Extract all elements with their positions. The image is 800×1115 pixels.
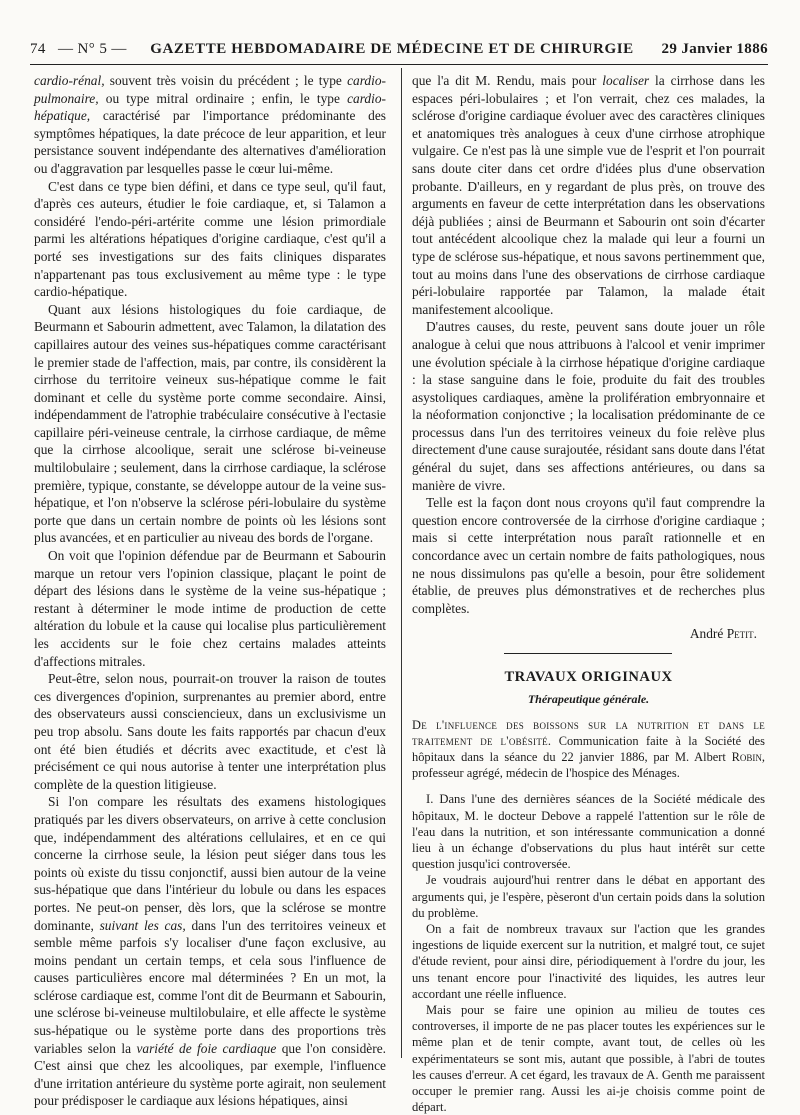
paragraph xyxy=(412,72,765,318)
paragraph: Telle est la façon dont nous croyons qu'il faut comprendre la question encore controversée de la cirrhose d'origine cardiaque ; mais si cette interprétation nous paraît rationnelle et en concordance avec un certain nombre de faits pathologiques, nous ne nous dissimulons pas qu'elle a besoin, pour être solidement établie, de preuves plus démonstratives et de recherches plus complètes. xyxy=(412,495,765,616)
signature-first-name: André xyxy=(689,626,724,642)
section-separator xyxy=(412,643,765,663)
issue-number: — N° 5 — xyxy=(58,40,127,57)
journal-title: GAZETTE HEBDOMADAIRE DE MÉDECINE ET DE CHIRURGIE xyxy=(150,40,634,57)
article-heading xyxy=(412,718,765,781)
emphasis: suivant les cas, xyxy=(99,917,186,933)
right-column xyxy=(412,72,765,1115)
paragraph: Mais pour se faire une opinion au milieu de toutes ces controverses, il importe de ne pas placer toutes les expériences sur le même plan et de tenir compte, avant tout, de celles où les expérimentateurs se sont mis, autant que possible, à l'abri de toutes les causes d'erreur. A cet égard, les travaux de A. Genth me paraissent occuper le premier rang. Aussi les ai-je choisis comme point de départ. xyxy=(412,1003,765,1115)
page-number: 74 xyxy=(30,40,46,57)
header-rule xyxy=(30,64,768,65)
paragraph: On a fait de nombreux travaux sur l'action que les grandes ingestions de liquide exercent sur la nutrition, et malgré tout, ce sujet d'étude revient, pour ainsi dire, périodiquement à l'ordre du jour, les uns tenant encore pour l'inactivité des liquides, les autres leur accordant une réelle influence. xyxy=(412,922,765,1001)
article-title: De l'influence des boissons sur la nutrition et dans le traitement de l'obésité. xyxy=(412,718,765,748)
text-run: que l'a dit M. Rendu, mais pour xyxy=(412,73,603,88)
section-title: TRAVAUX ORIGINAUX xyxy=(504,669,673,685)
paragraph: Peut-être, selon nous, pourrait-on trouver la raison de toutes ces divergences d'opinion, surprenantes au premier abord, entre des observateurs aussi consciencieux, dans un exclusivisme un peu trop absolu. Sans doute les faits rapportés par chacun d'eux ont été bien étudiés et décrits avec exactitude, et c'est là précisément ce qui nous autorise à tenter une interprétation plus complète de la question litigieuse. xyxy=(34,671,386,792)
text-run: souvent très voisin du précédent ; le type xyxy=(104,73,348,88)
paragraph: C'est dans ce type bien défini, et dans ce type seul, qu'il faut, d'après ces auteurs, étudier le foie cardiaque, et, si Talamon a considéré l'endo-péri-artérite comme une lésion primordiale parmi les altérations hépatiques d'origine cardiaque, c'est qu'il a porté ses investigations sur des faits cliniques disparates n'appartenant pas tous exclusivement au même type : le type cardio-hépatique. xyxy=(34,178,386,300)
article-author: Robin xyxy=(731,749,762,764)
text-run: que l'on considère. C'est ainsi que chez les alcooliques, par exemple, l'influence d'une irritation antérieure du système porte agirait, non seulement pour prédisposer le cardiaque aux lésions hépatiques, ainsi xyxy=(34,1040,386,1109)
author-signature xyxy=(412,625,757,643)
paragraph: I. Dans l'une des dernières séances de la Société médicale des hôpitaux, M. le docteur Debove a rappelé l'attention sur le rôle de l'eau dans la nutrition, et son intéressante communication a donné lieu à un échange d'observations du plus haut intérêt sur cette question jusqu'ici controversée. xyxy=(412,792,765,872)
section-rule xyxy=(504,653,672,654)
emphasis: variété de foie cardiaque xyxy=(136,1040,277,1056)
text-run: caractérisé par l'importance prédominante des symptômes hépatiques, la date précoce de leur apparition, et leur persistance souvent indépendante des alternatives d'amélioration ou d'aggravation par lesquelles passe le cœur lui-même. xyxy=(34,108,386,176)
term-cardio-hepatique: cardio-hépatique, xyxy=(34,90,386,124)
paragraph xyxy=(34,793,386,1110)
column-divider xyxy=(401,68,402,1058)
paragraph: Je voudrais aujourd'hui rentrer dans le débat en apportant des arguments qui, je l'espère, pèseront d'un certain poids dans la solution du problème. xyxy=(412,873,765,920)
term-cardio-pulmonaire: cardio-pulmonaire, xyxy=(34,73,386,106)
paragraph xyxy=(34,72,386,178)
paragraph: On voit que l'opinion défendue par de Beurmann et Sabourin marque un retour vers l'opinion classique, plaçant le point de départ des lésions dans le système de la veine sus-hépatique ; restant à déterminer le mode intime de production de cette altération du lobule et la cause qui localise plus particulièrement les accidents sur le foie chez certains malades atteints d'affections mitrales. xyxy=(34,548,386,669)
text-run: ou type mitral ordinaire ; enfin, le type xyxy=(98,90,348,106)
issue-date: 29 Janvier 1886 xyxy=(661,40,768,57)
term-cardio-renal: cardio-rénal, xyxy=(34,73,105,88)
page-header xyxy=(30,38,768,60)
paragraph: D'autres causes, du reste, peuvent sans doute jouer un rôle analogue à celui que nous attribuons à l'alcool et venir imprimer une évolution spéciale à la cirrhose hépatique d'origine cardiaque : la stase sanguine dans le foie, produite du fait des troubles asystoliques cardiaques, amène la prolifération embryonnaire et la néoformation conjonctive ; la localisation prédominante de ce processus dans l'un des territoires veineux du foie relève plus directement d'une cause surajoutée, résidant sans doute dans l'état général du sujet, dans ses affections antérieures, ou dans sa manière de vivre. xyxy=(412,319,765,493)
left-column xyxy=(34,72,386,1110)
text-run: Si l'on compare les résultats des examens histologiques pratiqués par les divers observateurs, on arrive à cette conclusion que, indépendamment des altérations cellulaires, et en ce qui concerne la cirrhose seule, la lésion peut siéger dans tous les points où existe du tissu conjonctif, aussi bien autour de la veine sus-hépatique que dans l'intérieur du lobule ou dans les espaces portes. Ne peut-on penser, dès lors, que la sclérose se montre dominante, xyxy=(34,794,386,933)
text-run: la cirrhose dans les espaces péri-lobulaires ; et l'on verrait, chez ces malades, la sclérose d'origine cardiaque évoluer avec des caractères cliniques et anatomiques très analogues à ceux d'une cirrhose atrophique vulgaire. Ce n'est pas là une simple vue de l'esprit et l'on pourrait sans doute citer dans cet ordre d'idées plus d'une observation probante. D'ailleurs, en y regardant de plus près, on trouve des arguments en faveur de cette interprétation dans les observations déjà publiées ; ainsi de Beurmann et Sabourin ont soin d'écarter tout antécédent alcoolique chez la malade qui leur a fourni un type de sclérose sus-hépatique, et nous savons pertinemment que, tout au moins dans l'une des observations de cirrhose cardiaque péri-lobulaire rapportée par Talamon, la malade était manifestement alcoolique. xyxy=(412,73,765,317)
signature-last-name: Petit. xyxy=(726,626,757,642)
section-subtitle: Thérapeutique générale. xyxy=(527,691,650,706)
article-meta: Communication faite à la Société des hôpitaux dans la séance du 22 janvier 1886, par M. Albert xyxy=(412,733,765,764)
paragraph: Quant aux lésions histologiques du foie cardiaque, de Beurmann et Sabourin admettent, avec Talamon, la dilatation des capillaires autour des veines sus-hépatiques comme caractérisant le premier stade de l'affection, mais, par contre, ils considèrent la cirrhose du territoire veineux sus-hépatique comme le fait dominant et celle du système porte comme secondaire. Ainsi, indépendamment de l'atrophie trabéculaire consécutive à l'ectasie capillaire péri-veineuse centrale, la cirrhose cardiaque, de même que la cirrhose alcoolique, serait une sclérose bi-veineuse multilobulaire ; seulement, dans la cirrhose cardiaque, la sclérose première, typique, constante, se développe autour de la veine sus-hépatique, et l'on n'observe la sclérose péri-lobulaire du système porte que dans un certain nombre de points où les lésions sont plus avancées, et en particulier au niveau des bords de l'organe. xyxy=(34,301,386,546)
article-meta: , professeur agrégé, médecin de l'hospice des Ménages. xyxy=(412,749,765,780)
text-run: dans l'un des territoires veineux et semble même parfois s'y localiser d'une façon exclusive, au moins pendant un certain temps, et cela sous l'influence de causes particulières encore mal déterminées ? En un mot, la sclérose cardiaque est, comme l'ont dit de Beurmann et Sabourin, une sclérose bi-veineuse multilobulaire, et elle affecte le système sus-hépatique ou le système porte dans des proportions très variables selon la xyxy=(34,917,386,1056)
emphasis: localiser xyxy=(602,73,650,88)
